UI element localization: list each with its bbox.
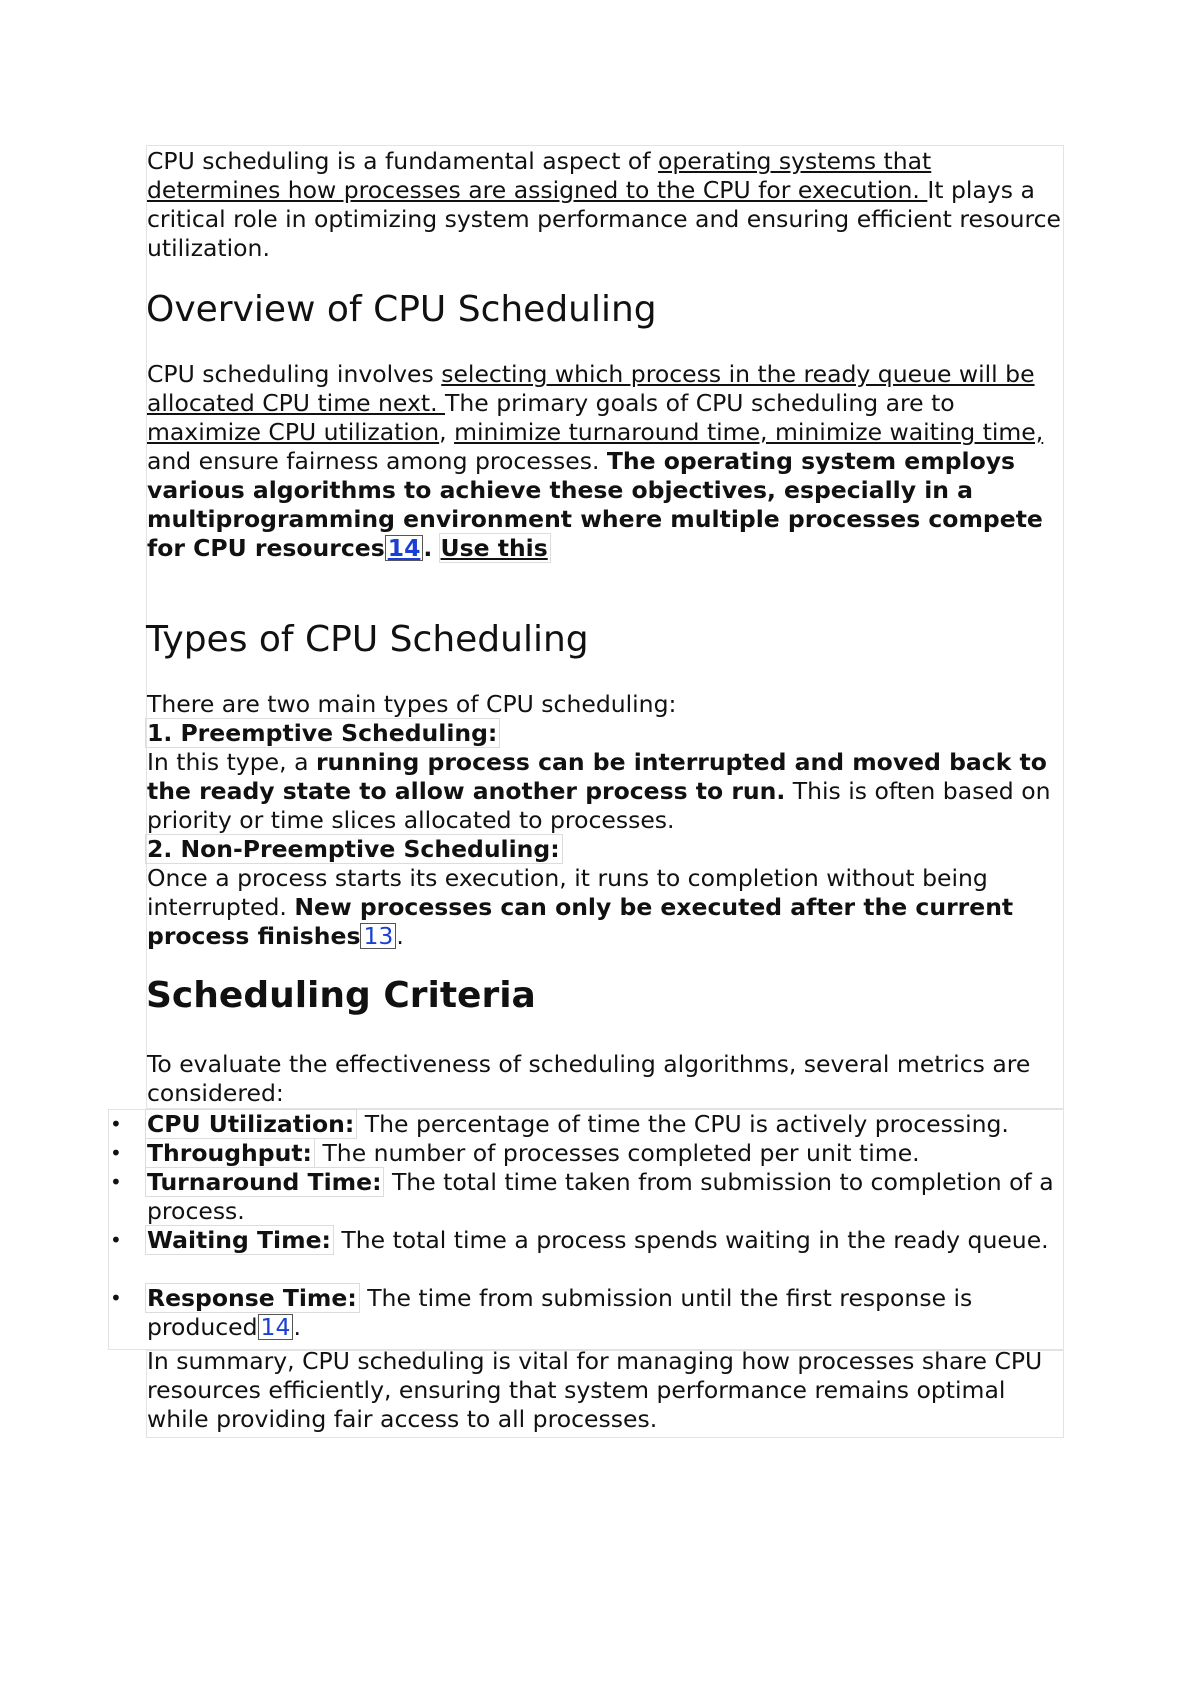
list-item-desc: The time from submission until the first response is produced	[147, 1284, 973, 1341]
preemptive-description	[147, 748, 1067, 835]
overview-underlined-text: maximize CPU utilization	[147, 418, 440, 446]
preemptive-title	[147, 719, 1067, 748]
nonpreemptive-bold-text: New processes can only be executed after the current process finishes	[147, 893, 1014, 950]
bullet-icon: •	[110, 1112, 122, 1136]
list-item-term: Turnaround Time:	[145, 1167, 384, 1197]
list-item-end: .	[293, 1313, 301, 1341]
overview-paragraph	[147, 360, 1067, 563]
intro-paragraph	[147, 147, 1067, 263]
intro-text-end: It plays a critical role in optimizing system performance and ensuring efficient resource utilization.	[147, 176, 1061, 262]
list-item-term: Waiting Time:	[145, 1225, 334, 1255]
overview-underlined-text: selecting which process in the ready queue will be allocated CPU time next.	[147, 360, 1035, 417]
nonpreemptive-text: Once a process starts its execution, it runs to completion without being interrupted.	[147, 864, 988, 921]
list-item	[147, 1284, 1062, 1342]
list-item-desc: The percentage of time the CPU is actively processing.	[357, 1110, 1009, 1138]
preemptive-text: This is often based on priority or time slices allocated to processes.	[147, 777, 1051, 834]
overview-underlined-text: minimize turnaround time, minimize waiting time,	[454, 418, 1044, 446]
overview-text: and ensure fairness among processes.	[147, 447, 607, 475]
types-intro-text: There are two main types of CPU scheduling:	[147, 690, 677, 718]
use-this-link[interactable]: Use this	[439, 533, 551, 563]
intro-underlined-text: operating systems that determines how processes are assigned to the CPU for execution.	[147, 147, 932, 204]
citation-link[interactable]: 14	[385, 535, 424, 561]
list-item-term: Throughput:	[145, 1138, 315, 1168]
list-item	[147, 1168, 1062, 1226]
list-item	[147, 1110, 1062, 1139]
intro-text: CPU scheduling is a fundamental aspect of	[147, 147, 659, 175]
bullet-icon: •	[110, 1286, 122, 1310]
criteria-intro: To evaluate the effectiveness of scheduling algorithms, several metrics are considered:	[147, 1050, 1031, 1107]
summary-paragraph: In summary, CPU scheduling is vital for managing how processes share CPU resources efficiently, ensuring that system performance remains optimal while providing fair access to all processes.	[147, 1347, 1043, 1433]
overview-bold-text: The operating system employs various algorithms to achieve these objectives, especially in a multiprogramming environment where multiple processes compete for CPU resources	[147, 447, 1043, 562]
list-item-term: Response Time:	[145, 1283, 360, 1313]
list-item-term: CPU Utilization:	[145, 1109, 357, 1139]
overview-bold-text: .	[423, 534, 441, 562]
bullet-icon: •	[110, 1228, 122, 1252]
overview-text: CPU scheduling involves	[147, 360, 442, 388]
overview-heading: Overview of CPU Scheduling	[146, 289, 657, 330]
list-item	[147, 1226, 1062, 1255]
list-item	[147, 1139, 1062, 1168]
preemptive-text: In this type, a	[147, 748, 316, 776]
bullet-icon: •	[110, 1141, 122, 1165]
preemptive-title-text: 1. Preemptive Scheduling:	[145, 718, 500, 748]
types-heading: Types of CPU Scheduling	[146, 619, 589, 660]
bullet-icon: •	[110, 1170, 122, 1194]
types-paragraph	[147, 690, 1067, 951]
nonpreemptive-description	[147, 864, 1067, 951]
list-item-desc: The total time a process spends waiting in the ready queue.	[333, 1226, 1049, 1254]
list-item-desc: The number of processes completed per unit time.	[314, 1139, 920, 1167]
nonpreemptive-title	[147, 835, 1067, 864]
preemptive-bold-text: running process can be interrupted and moved back to the ready state to allow another process to run.	[147, 748, 1047, 805]
nonpreemptive-title-text: 2. Non-Preemptive Scheduling:	[145, 834, 563, 864]
overview-text: ,	[439, 418, 455, 446]
citation-link[interactable]: 14	[258, 1314, 294, 1340]
criteria-heading: Scheduling Criteria	[146, 975, 536, 1016]
citation-link[interactable]: 13	[360, 923, 396, 949]
overview-text: The primary goals of CPU scheduling are to	[445, 389, 955, 417]
nonpreemptive-end: .	[396, 922, 404, 950]
list-item-desc: The total time taken from submission to completion of a process.	[147, 1168, 1054, 1225]
